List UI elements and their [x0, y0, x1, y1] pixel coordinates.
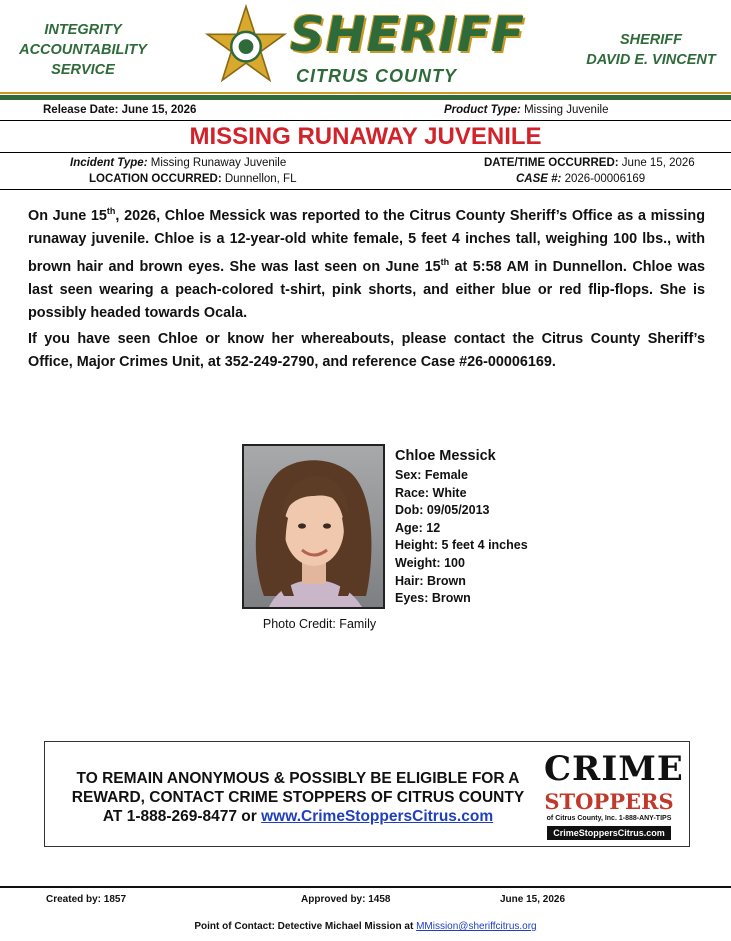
- logo-url-bar: CrimeStoppersCitrus.com: [547, 826, 671, 840]
- incident-type: [70, 157, 286, 169]
- sheriff-star-badge-icon: [205, 4, 287, 86]
- cs-line-3-prefix: AT 1-888-269-8477 or: [102, 808, 262, 825]
- photo-credit: Photo Credit: Family: [262, 617, 377, 631]
- subject-weight: Weight: 100: [395, 555, 465, 570]
- location-value: Dunnellon, FL: [224, 173, 297, 185]
- sheriff-name-block: [581, 30, 721, 70]
- subject-portrait-image: [244, 446, 383, 607]
- case-number: [516, 173, 645, 185]
- subject-photo: [242, 444, 385, 609]
- rule-mid: [0, 152, 731, 153]
- p1-superscript-2: th: [440, 256, 450, 267]
- letterhead: [0, 0, 731, 96]
- release-date-label: Release Date:: [43, 104, 119, 116]
- cs-line-1: TO REMAIN ANONYMOUS & POSSIBLY BE ELIGIBLE FOR A: [76, 770, 520, 787]
- sheriff-label: SHERIFF: [619, 32, 683, 48]
- logo-stoppers-text: STOPPERS: [544, 789, 674, 814]
- created-by: Created by: 1857: [46, 894, 127, 905]
- point-of-contact: [0, 921, 731, 932]
- release-date: [43, 104, 196, 116]
- cs-line-3: [63, 807, 533, 826]
- product-type-value: Missing Juvenile: [524, 104, 609, 116]
- p1-part-b: , 2026, Chloe Messick was reported to the Citrus County Sheriff’s Office as a missing runaway juvenile. Chloe is a 12-year-old white female, 5 feet 4 inches tall, weighing 100 lbs., with brown hair and brown eyes. She was last seen on June 15: [28, 207, 706, 275]
- crime-stoppers-message: [63, 769, 533, 826]
- paragraph-description: [28, 200, 705, 325]
- headline: MISSING RUNAWAY JUVENILE: [189, 123, 542, 150]
- product-type-label: Product Type:: [444, 104, 521, 116]
- location-occurred: [89, 173, 296, 185]
- case-label: CASE #:: [516, 173, 562, 185]
- crime-stoppers-link[interactable]: www.CrimeStoppersCitrus.com: [261, 808, 494, 825]
- release-date-value: June 15, 2026: [121, 104, 197, 116]
- p1-part-a: On June 15: [28, 207, 107, 224]
- rule-bottom: [0, 189, 731, 190]
- cs-line-2: REWARD, CONTACT CRIME STOPPERS OF CITRUS COUNTY: [71, 789, 525, 806]
- subject-sex: Sex: Female: [395, 468, 468, 482]
- incident-type-value: Missing Runaway Juvenile: [150, 157, 287, 169]
- subject-details: [395, 446, 528, 608]
- poc-email-link[interactable]: MMission@sheriffcitrus.org: [416, 921, 537, 932]
- motto-line-3: SERVICE: [51, 62, 115, 78]
- crime-stoppers-box: [44, 741, 690, 847]
- motto: [8, 20, 158, 80]
- incident-type-label: Incident Type:: [70, 157, 148, 169]
- poc-prefix: Point of Contact: Detective Michael Mission at: [194, 921, 417, 932]
- subject-age: Age: 12: [395, 520, 441, 535]
- datetime-occurred: [484, 157, 695, 169]
- p1-part-c: at 5:58 AM in Dunnellon. Chloe was last seen wearing a peach-colored t-shirt, pink shorts, and either blue or red flip-flops. She is possibly headed towards Ocala.: [28, 258, 705, 321]
- motto-line-2: ACCOUNTABILITY: [19, 42, 147, 58]
- p1-superscript-1: th: [106, 206, 116, 216]
- header-green-bar: [0, 95, 731, 100]
- datetime-label: DATE/TIME OCCURRED:: [484, 157, 619, 169]
- subject-dob: Dob: 09/05/2013: [395, 503, 490, 518]
- crime-stoppers-logo: [544, 748, 684, 842]
- case-value: 2026-00006169: [564, 173, 646, 185]
- paragraph-contact: If you have seen Chloe or know her whereabouts, please contact the Citrus County Sheriff’s Office, Major Crimes Unit, at 352-249-2790, and reference Case #26-00006169.: [28, 331, 705, 370]
- footer-date: June 15, 2026: [500, 894, 566, 905]
- subject-name: Chloe Messick: [395, 448, 496, 464]
- subject-hair: Hair: Brown: [395, 573, 466, 588]
- subject-race: Race: White: [395, 485, 467, 500]
- sheriff-name: DAVID E. VINCENT: [586, 52, 716, 68]
- county-subtitle: CITRUS COUNTY: [296, 66, 457, 86]
- motto-line-1: INTEGRITY: [44, 22, 122, 38]
- location-label: LOCATION OCCURRED:: [89, 173, 222, 185]
- header-gold-line: [0, 92, 731, 94]
- subject-height: Height: 5 feet 4 inches: [395, 538, 528, 553]
- footer-rule: [0, 886, 731, 888]
- sheriff-title: SHERIFF: [290, 7, 525, 63]
- rule-top: [0, 120, 731, 121]
- approved-by: Approved by: 1458: [301, 894, 391, 905]
- subject-eyes: Eyes: Brown: [395, 591, 471, 606]
- logo-crime-text: CRIME: [544, 749, 684, 789]
- datetime-value: June 15, 2026: [621, 157, 695, 169]
- logo-small-text: of Citrus County, Inc. 1-888-ANY-TIPS: [546, 815, 672, 822]
- product-type: [444, 104, 608, 116]
